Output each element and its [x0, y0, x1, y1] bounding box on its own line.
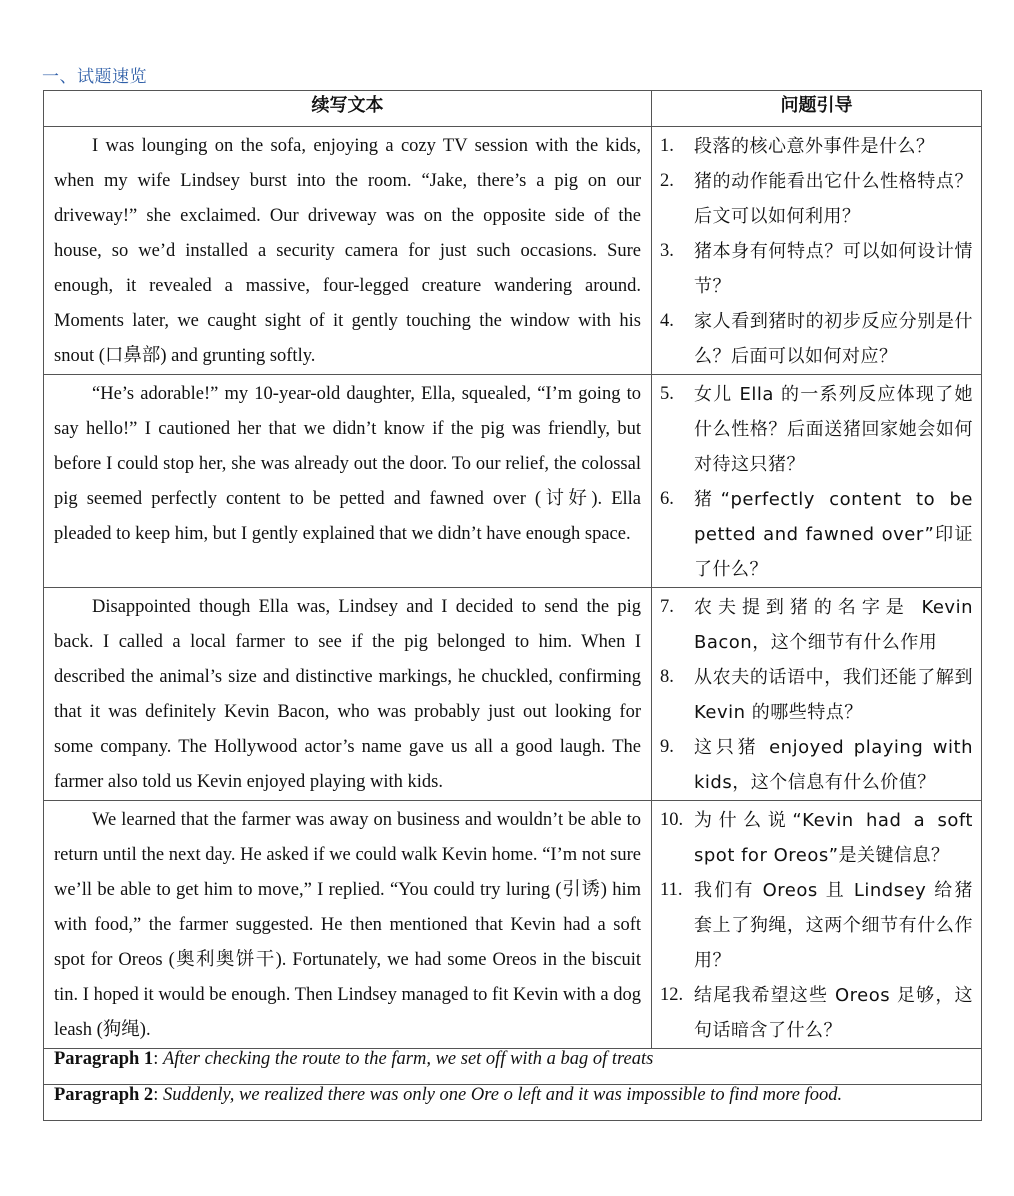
table-row — [44, 375, 982, 588]
table-row — [44, 127, 982, 375]
question-text: 结尾我希望这些 Oreos 足够，这句话暗含了什么？ — [694, 985, 973, 1041]
question-text: 农夫提到猪的名字是 Kevin Bacon，这个细节有什么作用 — [694, 597, 973, 653]
question-number: 7. — [660, 597, 674, 617]
paragraph-2-cell: Paragraph 2: Suddenly, we realized there was only one Ore o left and it was impossible to find more food. — [44, 1085, 982, 1121]
question-item — [660, 304, 973, 374]
table-row — [44, 588, 982, 801]
story-cell — [44, 127, 652, 375]
story-paragraph: Disappointed though Ella was, Lindsey and I decided to send the pig back. I called a local farmer to see if the pig belonged to him. When I described the animal’s size and distinctive markings, he chuckled, confirming that it was definitely Kevin Bacon, who was probably just out looking for some company. The Hollywood actor’s name gave us all a good laugh. The farmer also told us Kevin enjoyed playing with kids. — [54, 597, 641, 792]
question-item — [660, 590, 973, 660]
question-item — [660, 978, 973, 1048]
paragraph-row — [44, 1049, 982, 1085]
question-text: 从农夫的话语中，我们还能了解到 Kevin 的哪些特点？ — [694, 667, 973, 723]
question-text: 家人看到猪时的初步反应分别是什么？后面可以如何对应？ — [694, 311, 973, 367]
question-number: 12. — [660, 985, 684, 1005]
question-number: 9. — [660, 737, 674, 757]
paragraph-label: Paragraph 1 — [54, 1049, 154, 1069]
question-item — [660, 234, 973, 304]
question-number: 1. — [660, 136, 674, 156]
question-item — [660, 164, 973, 234]
question-text: 我们有 Oreos 且 Lindsey 给猪套上了狗绳，这两个细节有什么作用？ — [694, 880, 973, 971]
question-item — [660, 803, 973, 873]
story-cell — [44, 375, 652, 588]
question-number: 6. — [660, 489, 674, 509]
question-text: 女儿 Ella 的一系列反应体现了她什么性格？后面送猪回家她会如何对待这只猪？ — [694, 384, 973, 475]
story-paragraph: We learned that the farmer was away on business and wouldn’t be able to return until the next day. He asked if we could walk Kevin home. “I’m not sure we’ll be able to get him to move,” I replied. “You could try luring (引诱) him with food,” the farmer suggested. He then mentioned that Kevin had a soft spot for Oreos (奥利奥饼干). Fortunately, we had some Oreos in the biscuit tin. I hoped it would be enough. Then Lindsey managed to fit Kevin with a dog leash (狗绳). — [54, 810, 641, 1040]
question-number: 11. — [660, 880, 683, 900]
question-text: 这只猪 enjoyed playing with kids，这个信息有什么价值？ — [694, 737, 973, 793]
question-item — [660, 660, 973, 730]
question-cell — [652, 801, 982, 1049]
question-table — [43, 90, 982, 1121]
question-text: 猪本身有何特点？可以如何设计情节？ — [694, 241, 973, 297]
question-number: 4. — [660, 311, 674, 331]
question-cell — [652, 375, 982, 588]
paragraph-opening: After checking the route to the farm, we set off with a bag of treats — [162, 1049, 654, 1069]
table-header-row — [44, 91, 982, 127]
section-title: 一、试题速览 — [42, 67, 147, 87]
story-cell — [44, 801, 652, 1049]
story-paragraph: I was lounging on the sofa, enjoying a cozy TV session with the kids, when my wife Lindsey burst into the room. “Jake, there’s a pig on our driveway!” she exclaimed. Our driveway was on the opposite side of the house, so we’d installed a security camera for just such occasions. Sure enough, it revealed a massive, four-legged creature wandering around. Moments later, we caught sight of it gently touching the window with his snout (口鼻部) and grunting softly. — [54, 136, 641, 366]
paragraph-row — [44, 1085, 982, 1121]
question-item — [660, 129, 973, 164]
question-text: 为什么说“Kevin had a soft spot for Oreos”是关键信息？ — [694, 810, 973, 866]
question-item — [660, 482, 973, 587]
story-cell — [44, 588, 652, 801]
question-cell — [652, 127, 982, 375]
paragraph-1-cell: Paragraph 1: After checking the route to the farm, we set off with a bag of treats — [44, 1049, 982, 1085]
question-number: 10. — [660, 810, 684, 830]
question-text: 猪的动作能看出它什么性格特点？后文可以如何利用？ — [694, 171, 973, 227]
question-item — [660, 377, 973, 482]
paragraph-opening: Suddenly, we realized there was only one Ore o left and it was impossible to find more food. — [162, 1085, 843, 1105]
story-paragraph: “He’s adorable!” my 10-year-old daughter, Ella, squealed, “I’m going to say hello!” I cautioned her that we didn’t know if the pig was friendly, but before I could stop her, she was already out the door. To our relief, the colossal pig seemed perfectly content to be petted and fawned over (讨好). Ella pleaded to keep him, but I gently explained that we didn’t have enough space. — [54, 384, 641, 544]
question-number: 8. — [660, 667, 674, 687]
paragraph-label: Paragraph 2 — [54, 1085, 154, 1105]
question-text: 猪“perfectly content to be petted and fawned over”印证了什么？ — [694, 489, 973, 580]
question-number: 2. — [660, 171, 674, 191]
question-text: 段落的核心意外事件是什么？ — [694, 136, 935, 157]
question-number: 3. — [660, 241, 674, 261]
question-item — [660, 730, 973, 800]
question-item — [660, 873, 973, 978]
table-row — [44, 801, 982, 1049]
question-number: 5. — [660, 384, 674, 404]
question-cell — [652, 588, 982, 801]
header-text: 续写文本 — [44, 91, 652, 127]
header-questions: 问题引导 — [652, 91, 982, 127]
